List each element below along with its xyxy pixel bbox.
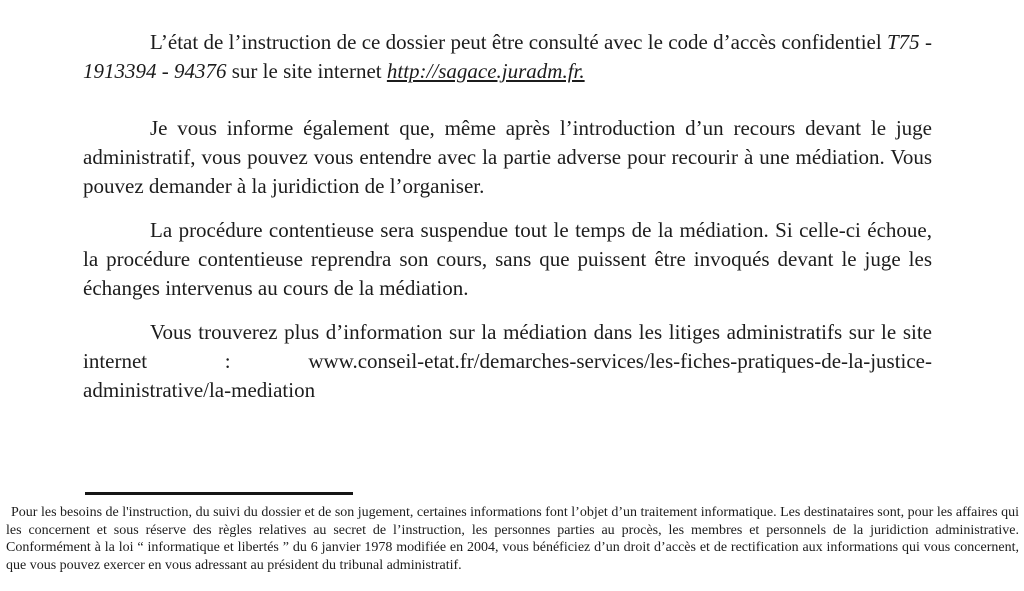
- footnote-text: Pour les besoins de l'instruction, du suivi du dossier et de son jugement, certaines informations font l’objet d’un traitement informatique. Les destinataires sont, pour les affaires qui les concernent et sous réserve des règles relatives au secret de l’instruction, les personnes parties au procès, les membres et personnels de la juridiction administrative. Conformément à la loi “ informatique et libertés ” du 6 janvier 1978 modifiée en 2004, vous bénéficiez d’un droit d’accès et de rectification aux informations qui vous concernent, que vous pouvez exercer en vous adressant au président du tribunal administratif.: [6, 505, 1019, 573]
- access-lead-text: L’état de l’instruction de ce dossier peut être consulté avec le code d’accès confidentiel: [150, 30, 887, 54]
- paragraph-access-code: [83, 28, 932, 86]
- paragraph-mediation-intro: Je vous informe également que, même après l’introduction d’un recours devant le juge administratif, vous pouvez vous entendre avec la partie adverse pour recourir à une médiation. Vous pouvez demander à la juridiction de l’organiser.: [83, 116, 932, 198]
- paragraph-mediation-suspension: La procédure contentieuse sera suspendue tout le temps de la médiation. Si celle-ci échoue, la procédure contentieuse reprendra son cours, sans que puissent être invoqués devant le juge les échanges intervenus au cours de la médiation.: [83, 218, 932, 300]
- letter-body: [83, 28, 932, 420]
- sagace-url-link[interactable]: http://sagace.juradm.fr.: [386, 59, 585, 83]
- access-middle-text: sur le site internet: [226, 59, 387, 83]
- paragraph-more-info: Vous trouverez plus d’information sur la médiation dans les litiges administratifs sur le site internet : www.conseil-etat.fr/demarches-services/les-fiches-pratiques-de-la-justice-administrative/la-mediation: [83, 320, 932, 402]
- footnote-separator-line: [85, 492, 353, 495]
- confidential-access-code: T75 - 1913394 - 94376: [83, 30, 932, 83]
